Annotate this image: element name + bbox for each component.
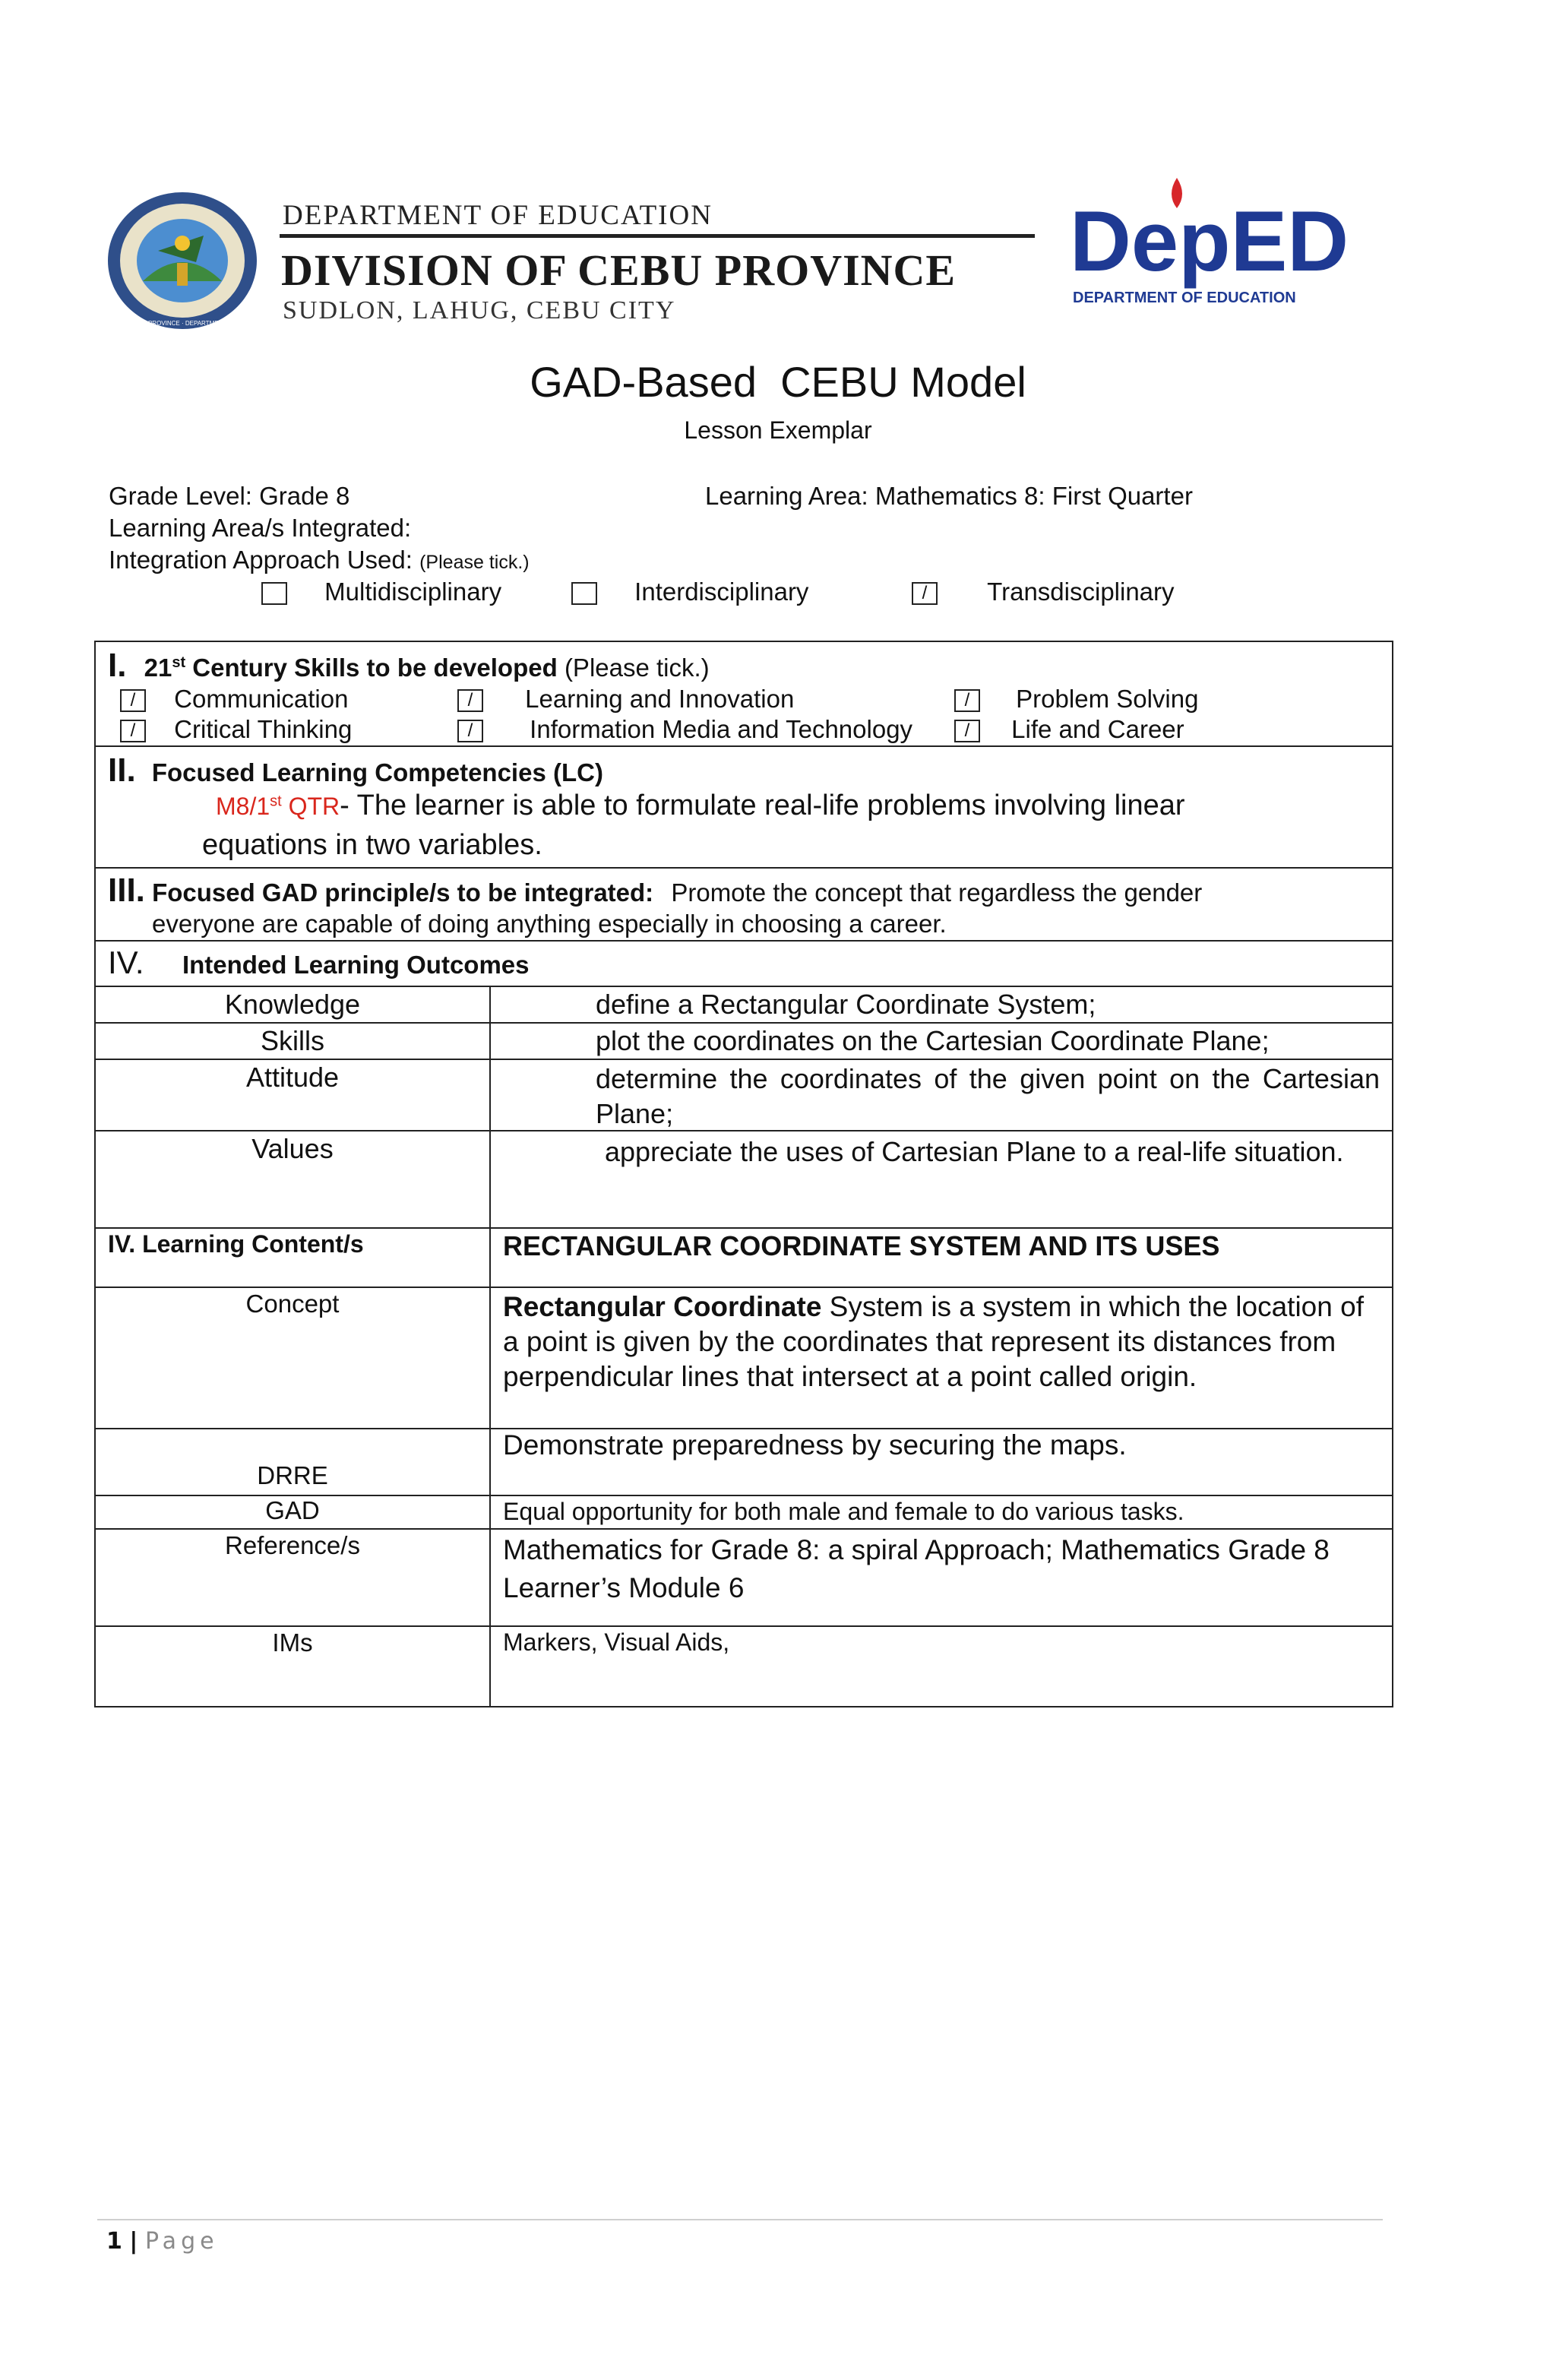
header-rule: [280, 234, 1035, 238]
drre-text: Demonstrate preparedness by securing the maps.: [503, 1429, 1127, 1461]
document-subtitle: Lesson Exemplar: [684, 416, 872, 444]
code-sup: st: [270, 793, 282, 810]
integration-approach-line: [109, 546, 530, 574]
checkbox[interactable]: /: [912, 582, 938, 605]
skill-label: Communication: [174, 685, 349, 713]
skill-critical-thinking[interactable]: [120, 715, 352, 744]
header-department: DEPARTMENT OF EDUCATION: [283, 200, 713, 231]
deped-caption: DEPARTMENT OF EDUCATION: [1073, 290, 1296, 306]
outcome-label: Values: [96, 1131, 491, 1227]
section-number: III.: [108, 872, 145, 909]
ims-text: Markers, Visual Aids,: [503, 1628, 730, 1656]
section-1-title: [144, 654, 558, 682]
section-number: II.: [108, 752, 136, 789]
approach-interdisciplinary[interactable]: [571, 578, 808, 606]
concept-body: System is a system in which the location of a point is given by the coordinates that represent its distances from perpendicular lines that intersect at a point called origin.: [503, 1291, 1364, 1392]
page-word: Page: [144, 2228, 219, 2255]
outcome-value: define a Rectangular Coordinate System;: [596, 989, 1096, 1020]
header-address: SUDLON, LAHUG, CEBU CITY: [283, 296, 676, 324]
section-21st-century-skills: [96, 642, 1392, 747]
references-label: Reference/s: [96, 1530, 491, 1625]
concept-bold-term: Rectangular Coordinate: [503, 1291, 822, 1322]
approach-label: Transdisciplinary: [987, 578, 1175, 606]
approach-transdisciplinary[interactable]: [912, 578, 1175, 606]
section-2-heading: [108, 752, 603, 790]
skill-label: Problem Solving: [1016, 685, 1199, 713]
outcome-row-skills: [96, 1024, 1392, 1060]
gad-principle-text-1: Promote the concept that regardless the gender: [671, 878, 1203, 907]
deped-wordmark: DepED: [1070, 194, 1349, 289]
section-3-heading: [108, 872, 1202, 910]
deped-logo: [1067, 172, 1349, 316]
skill-learning-innovation[interactable]: [457, 685, 794, 714]
section-number: I.: [108, 647, 127, 684]
drre-label: DRRE: [96, 1429, 491, 1495]
section-1-note: (Please tick.): [564, 654, 710, 682]
checkbox[interactable]: /: [120, 720, 146, 742]
seal-caption: DIVISION OF CEBU PROVINCE · DEPARTMENT OF EDUCATION: [90, 320, 274, 327]
ims-row: [96, 1627, 1392, 1706]
title-sup: st: [172, 654, 186, 671]
integration-approach-label: Integration Approach Used:: [109, 546, 413, 574]
concept-label: Concept: [96, 1288, 491, 1428]
lesson-table: [94, 641, 1393, 1707]
outcome-value: determine the coordinates of the given point on the Cartesian Plane;: [596, 1063, 1380, 1129]
competency-line-2: equations in two variables.: [202, 829, 542, 861]
section-number: IV.: [108, 945, 144, 980]
section-1-heading: [108, 647, 710, 685]
checkbox[interactable]: /: [120, 689, 146, 712]
page-footer: [106, 2228, 219, 2255]
approach-multidisciplinary[interactable]: [261, 578, 501, 606]
section-intended-outcomes: [96, 942, 1392, 987]
approach-label: Interdisciplinary: [634, 578, 809, 606]
skill-label: Critical Thinking: [174, 715, 353, 743]
page-number: 1: [106, 2228, 122, 2255]
learning-area: Learning Area: Mathematics 8: First Quarter: [705, 482, 1193, 510]
section-gad-principle: [96, 869, 1392, 942]
outcome-row-knowledge: [96, 987, 1392, 1024]
skill-life-career[interactable]: [954, 715, 1184, 744]
gad-text: Equal opportunity for both male and female to do various tasks.: [503, 1498, 1184, 1525]
approach-label: Multidisciplinary: [324, 578, 502, 606]
grade-level: Grade Level: Grade 8: [109, 482, 350, 510]
outcome-label: Attitude: [96, 1060, 491, 1130]
ims-label: IMs: [96, 1627, 491, 1706]
division-seal-logo: [90, 190, 274, 331]
learning-content-heading: RECTANGULAR COORDINATE SYSTEM AND ITS USES: [503, 1230, 1220, 1261]
footer-rule: [97, 2219, 1383, 2220]
code-b: QTR: [281, 793, 340, 820]
concept-text: [491, 1288, 1392, 1428]
references-text: Mathematics for Grade 8: a spiral Approach; Mathematics Grade 8 Learner’s Module 6: [503, 1534, 1330, 1603]
title-prefix: 21: [144, 654, 172, 682]
outcome-value: plot the coordinates on the Cartesian Coordinate Plane;: [596, 1025, 1270, 1056]
section-learning-competencies: [96, 747, 1392, 869]
outcome-label: Skills: [96, 1024, 491, 1059]
competency-code: [216, 793, 340, 820]
learning-content-row: [96, 1229, 1392, 1288]
header-division: DIVISION OF CEBU PROVINCE: [281, 245, 957, 295]
section-3-title: Focused GAD principle/s to be integrated:: [152, 878, 654, 907]
concept-row: [96, 1288, 1392, 1429]
gad-label: GAD: [96, 1496, 491, 1528]
outcome-value: appreciate the uses of Cartesian Plane to a real-life situation.: [605, 1136, 1344, 1167]
references-row: [96, 1530, 1392, 1627]
gad-row: [96, 1496, 1392, 1530]
checkbox[interactable]: /: [954, 720, 980, 742]
section-4-heading: [108, 945, 530, 981]
competency-line-1: [216, 790, 1185, 822]
document-title: GAD-Based CEBU Model: [530, 358, 1026, 406]
skill-information-media[interactable]: [457, 715, 912, 744]
learning-content-label: IV. Learning Content/s: [96, 1229, 491, 1287]
checkbox[interactable]: /: [457, 689, 483, 712]
drre-row: [96, 1429, 1392, 1496]
skill-problem-solving[interactable]: [954, 685, 1198, 714]
checkbox[interactable]: [261, 582, 287, 605]
code-a: M8/1: [216, 793, 270, 820]
skill-label: Life and Career: [1011, 715, 1184, 743]
section-2-title: Focused Learning Competencies (LC): [151, 758, 603, 786]
skill-label: Learning and Innovation: [525, 685, 795, 713]
skill-communication[interactable]: [120, 685, 348, 714]
integration-approach-note: (Please tick.): [419, 552, 530, 573]
competency-text-1: - The learner is able to formulate real-life problems involving linear: [340, 790, 1185, 821]
title-rest: Century Skills to be developed: [185, 654, 558, 682]
outcome-label: Knowledge: [96, 987, 491, 1022]
checkbox[interactable]: /: [954, 689, 980, 712]
section-4-title: Intended Learning Outcomes: [182, 951, 530, 979]
learning-area-integrated: Learning Area/s Integrated:: [109, 514, 412, 542]
page-separator: |: [129, 2228, 138, 2255]
checkbox[interactable]: [571, 582, 597, 605]
checkbox[interactable]: /: [457, 720, 483, 742]
outcome-row-values: [96, 1131, 1392, 1229]
outcome-row-attitude: [96, 1060, 1392, 1131]
gad-principle-text-2: everyone are capable of doing anything especially in choosing a career.: [152, 910, 947, 938]
skill-label: Information Media and Technology: [530, 715, 913, 743]
